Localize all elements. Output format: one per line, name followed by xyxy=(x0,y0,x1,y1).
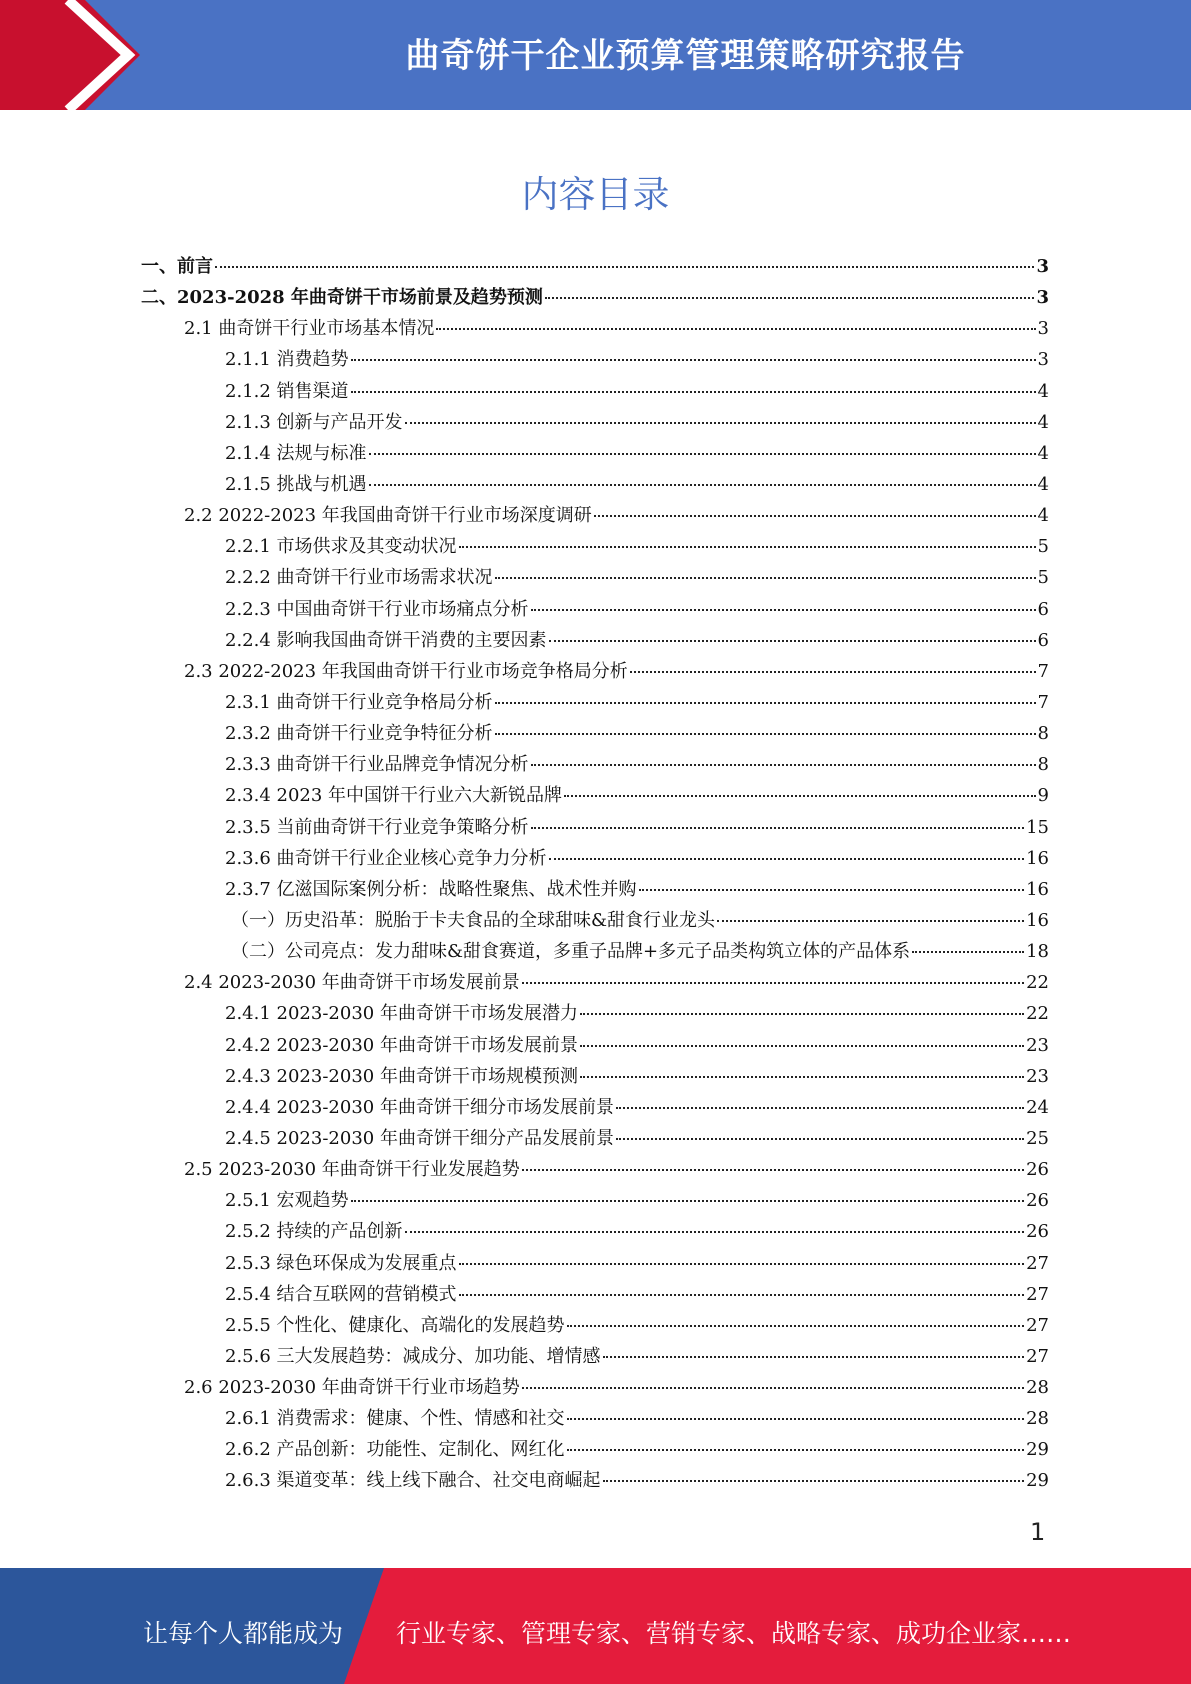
toc-entry-title: 2.1.5 挑战与机遇 xyxy=(225,473,367,495)
toc-entry-title: 2.5.5 个性化、健康化、高端化的发展趋势 xyxy=(225,1314,565,1336)
toc-dot-leader xyxy=(567,1418,1025,1420)
toc-entry[interactable] xyxy=(141,626,1049,657)
toc-dot-leader xyxy=(215,266,1034,268)
toc-dot-leader xyxy=(616,1138,1024,1140)
toc-entry[interactable] xyxy=(141,844,1049,875)
toc-entry-title: 2.2.3 中国曲奇饼干行业市场痛点分析 xyxy=(225,598,529,620)
toc-entry-title: 2.3.5 当前曲奇饼干行业竞争策略分析 xyxy=(225,816,529,838)
toc-entry[interactable] xyxy=(141,1280,1049,1311)
toc-entry-page: 18 xyxy=(1026,941,1049,963)
toc-entry-title: 2.4.4 2023-2030 年曲奇饼干细分市场发展前景 xyxy=(225,1096,614,1118)
toc-entry-title: 2.4.3 2023-2030 年曲奇饼干市场规模预测 xyxy=(225,1065,578,1087)
toc-dot-leader xyxy=(436,328,1035,330)
footer-slogan-left: 让每个人都能成为 xyxy=(143,1619,344,1648)
toc-entry-page: 23 xyxy=(1026,1034,1049,1056)
toc-entry[interactable] xyxy=(141,906,1049,937)
toc-entry-title: 2.3.4 2023 年中国饼干行业六大新锐品牌 xyxy=(225,785,563,807)
toc-entry-page: 24 xyxy=(1026,1096,1049,1118)
toc-entry-page: 8 xyxy=(1037,754,1049,776)
toc-entry-page: 28 xyxy=(1026,1408,1049,1430)
toc-entry-title: 2.2.1 市场供求及其变动状况 xyxy=(225,536,457,558)
toc-entry[interactable] xyxy=(141,1249,1049,1280)
toc-entry-page: 26 xyxy=(1026,1159,1049,1181)
toc-entry-title: 2.2.4 影响我国曲奇饼干消费的主要因素 xyxy=(225,629,547,651)
toc-entry[interactable] xyxy=(141,937,1049,968)
toc-dot-leader xyxy=(459,1294,1025,1296)
toc-entry[interactable] xyxy=(141,813,1049,844)
toc-dot-leader xyxy=(616,1107,1024,1109)
toc-entry-page: 4 xyxy=(1037,442,1049,464)
toc-entry-title: 2.2.2 曲奇饼干行业市场需求状况 xyxy=(225,567,493,589)
toc-entry-page: 29 xyxy=(1026,1439,1049,1461)
toc-entry-title: 2.3.1 曲奇饼干行业竞争格局分析 xyxy=(225,691,493,713)
toc-entry[interactable] xyxy=(141,1186,1049,1217)
toc-entry-title: 2.3.3 曲奇饼干行业品牌竞争情况分析 xyxy=(225,754,529,776)
toc-dot-leader xyxy=(717,920,1024,922)
toc-entry-page: 6 xyxy=(1037,629,1049,651)
toc-dot-leader xyxy=(639,889,1025,891)
toc-dot-leader xyxy=(495,702,1036,704)
toc-entry-title: （一）历史沿革：脱胎于卡夫食品的全球甜味&甜食行业龙头 xyxy=(231,909,716,931)
toc-entry-title: 2.1 曲奇饼干行业市场基本情况 xyxy=(184,318,435,340)
report-title: 曲奇饼干企业预算管理策略研究报告 xyxy=(405,36,966,76)
toc-entry[interactable] xyxy=(141,1404,1049,1435)
toc-dot-leader xyxy=(567,1449,1025,1451)
toc-entry[interactable] xyxy=(141,595,1049,626)
toc-entry-title: 2.3 2022-2023 年我国曲奇饼干行业市场竞争格局分析 xyxy=(184,660,628,682)
toc-entry-page: 26 xyxy=(1026,1190,1049,1212)
toc-entry-title: 2.4.5 2023-2030 年曲奇饼干细分产品发展前景 xyxy=(225,1127,614,1149)
toc-entry[interactable] xyxy=(141,719,1049,750)
toc-dot-leader xyxy=(603,1356,1025,1358)
toc-dot-leader xyxy=(522,1387,1024,1389)
toc-entry-page: 5 xyxy=(1037,567,1049,589)
toc-entry[interactable] xyxy=(141,408,1049,439)
toc-entry-title: 2.4.2 2023-2030 年曲奇饼干市场发展前景 xyxy=(225,1034,578,1056)
toc-entry[interactable] xyxy=(141,1342,1049,1373)
toc-entry-page: 3 xyxy=(1036,287,1049,309)
toc-entry-title: 2.3.2 曲奇饼干行业竞争特征分析 xyxy=(225,723,493,745)
toc-dot-leader xyxy=(405,1231,1025,1233)
toc-entry-page: 3 xyxy=(1036,256,1049,277)
toc-entry-page: 3 xyxy=(1037,349,1049,371)
footer-banner xyxy=(0,1568,1191,1684)
toc-entry[interactable] xyxy=(141,314,1049,345)
toc-entry[interactable] xyxy=(141,563,1049,594)
toc-entry-title: 2.4.1 2023-2030 年曲奇饼干市场发展潜力 xyxy=(225,1003,578,1025)
page-number: 1 xyxy=(1030,1518,1046,1546)
toc-dot-leader xyxy=(531,827,1025,829)
toc-entry[interactable] xyxy=(141,968,1049,999)
toc-entry-title: 2.5.3 绿色环保成为发展重点 xyxy=(225,1252,457,1274)
toc-entry[interactable] xyxy=(141,875,1049,906)
toc-entry[interactable] xyxy=(141,501,1049,532)
table-of-contents xyxy=(141,252,1049,1498)
toc-entry-title: 2.1.4 法规与标准 xyxy=(225,442,367,464)
toc-entry-page: 4 xyxy=(1037,380,1049,402)
toc-dot-leader xyxy=(545,297,1035,299)
header-banner xyxy=(0,0,1191,110)
toc-dot-leader xyxy=(630,671,1036,673)
toc-entry-page: 16 xyxy=(1026,909,1049,931)
toc-entry-title: 2.1.1 消费趋势 xyxy=(225,349,349,371)
toc-entry-title: 2.5.4 结合互联网的营销模式 xyxy=(225,1283,457,1305)
toc-entry[interactable] xyxy=(141,1093,1049,1124)
toc-entry-page: 8 xyxy=(1037,723,1049,745)
toc-entry-page: 27 xyxy=(1026,1314,1049,1336)
toc-dot-leader xyxy=(567,1325,1025,1327)
toc-dot-leader xyxy=(495,577,1036,579)
toc-entry-title: 2.6.1 消费需求：健康、个性、情感和社交 xyxy=(225,1408,565,1430)
toc-dot-leader xyxy=(522,1169,1024,1171)
toc-entry-title: 2.3.7 亿滋国际案例分析：战略性聚焦、战术性并购 xyxy=(225,878,637,900)
toc-dot-leader xyxy=(912,951,1024,953)
toc-entry-title: 2.5.6 三大发展趋势：减成分、加功能、增情感 xyxy=(225,1345,601,1367)
footer-slogan-right: 行业专家、管理专家、营销专家、战略专家、成功企业家…… xyxy=(396,1619,1072,1648)
toc-entry-page: 16 xyxy=(1026,847,1049,869)
toc-entry[interactable] xyxy=(141,283,1049,314)
toc-entry-title: 一、前言 xyxy=(141,256,213,277)
toc-entry[interactable] xyxy=(141,470,1049,501)
toc-entry[interactable] xyxy=(141,1311,1049,1342)
toc-entry-page: 29 xyxy=(1026,1470,1049,1492)
toc-entry[interactable] xyxy=(141,345,1049,376)
toc-entry-title: 二、2023-2028 年曲奇饼干市场前景及趋势预测 xyxy=(141,287,543,309)
red-chevron-icon xyxy=(0,0,160,110)
toc-entry-page: 22 xyxy=(1026,972,1049,994)
toc-entry-title: 2.5.1 宏观趋势 xyxy=(225,1190,349,1212)
toc-entry[interactable] xyxy=(141,1435,1049,1466)
toc-dot-leader xyxy=(351,359,1036,361)
toc-entry-page: 4 xyxy=(1037,411,1049,433)
toc-dot-leader xyxy=(580,1076,1024,1078)
toc-dot-leader xyxy=(549,858,1025,860)
toc-entry-page: 23 xyxy=(1026,1065,1049,1087)
toc-entry-page: 9 xyxy=(1037,785,1049,807)
toc-entry[interactable] xyxy=(141,781,1049,812)
toc-entry-title: 2.6.2 产品创新：功能性、定制化、网红化 xyxy=(225,1439,565,1461)
toc-entry[interactable] xyxy=(141,657,1049,688)
toc-entry-title: 2.5 2023-2030 年曲奇饼干行业发展趋势 xyxy=(184,1159,520,1181)
toc-entry-title: 2.1.3 创新与产品开发 xyxy=(225,411,403,433)
toc-entry-title: 2.6 2023-2030 年曲奇饼干行业市场趋势 xyxy=(184,1377,520,1399)
toc-dot-leader xyxy=(531,609,1036,611)
toc-entry[interactable] xyxy=(141,1031,1049,1062)
toc-dot-leader xyxy=(594,515,1036,517)
toc-entry[interactable] xyxy=(141,532,1049,563)
toc-entry-page: 25 xyxy=(1026,1127,1049,1149)
toc-entry-page: 27 xyxy=(1026,1345,1049,1367)
toc-entry-page: 26 xyxy=(1026,1221,1049,1243)
toc-entry-page: 27 xyxy=(1026,1283,1049,1305)
toc-entry-page: 4 xyxy=(1037,473,1049,495)
toc-entry[interactable] xyxy=(141,1373,1049,1404)
toc-entry-title: 2.2 2022-2023 年我国曲奇饼干行业市场深度调研 xyxy=(184,505,592,527)
toc-entry-page: 4 xyxy=(1037,505,1049,527)
toc-entry-title: 2.6.3 渠道变革：线上线下融合、社交电商崛起 xyxy=(225,1470,601,1492)
toc-entry-page: 3 xyxy=(1037,318,1049,340)
toc-dot-leader xyxy=(459,546,1036,548)
toc-entry-title: 2.1.2 销售渠道 xyxy=(225,380,349,402)
toc-entry[interactable] xyxy=(141,750,1049,781)
toc-dot-leader xyxy=(369,453,1036,455)
toc-entry[interactable] xyxy=(141,252,1049,283)
toc-dot-leader xyxy=(564,795,1035,797)
toc-entry[interactable] xyxy=(141,439,1049,470)
toc-dot-leader xyxy=(351,1200,1025,1202)
toc-entry[interactable] xyxy=(141,1217,1049,1248)
toc-dot-leader xyxy=(495,733,1036,735)
toc-dot-leader xyxy=(405,422,1036,424)
toc-dot-leader xyxy=(369,484,1036,486)
toc-dot-leader xyxy=(549,640,1036,642)
toc-dot-leader xyxy=(522,982,1024,984)
toc-dot-leader xyxy=(580,1013,1024,1015)
toc-dot-leader xyxy=(603,1480,1025,1482)
toc-entry[interactable] xyxy=(141,688,1049,719)
toc-entry-page: 7 xyxy=(1037,660,1049,682)
toc-dot-leader xyxy=(531,764,1036,766)
toc-entry-page: 15 xyxy=(1026,816,1049,838)
toc-entry[interactable] xyxy=(141,1155,1049,1186)
toc-entry-title: 2.4 2023-2030 年曲奇饼干市场发展前景 xyxy=(184,972,520,994)
toc-entry-page: 7 xyxy=(1037,691,1049,713)
toc-dot-leader xyxy=(580,1045,1024,1047)
toc-entry-page: 16 xyxy=(1026,878,1049,900)
toc-entry[interactable] xyxy=(141,1062,1049,1093)
toc-entry-page: 28 xyxy=(1026,1377,1049,1399)
toc-entry-page: 6 xyxy=(1037,598,1049,620)
toc-entry-title: 2.5.2 持续的产品创新 xyxy=(225,1221,403,1243)
toc-entry[interactable] xyxy=(141,1124,1049,1155)
toc-entry-page: 5 xyxy=(1037,536,1049,558)
toc-entry[interactable] xyxy=(141,999,1049,1030)
toc-dot-leader xyxy=(351,391,1036,393)
toc-entry-title: （二）公司亮点：发力甜味&甜食赛道，多重子品牌+多元子品类构筑立体的产品体系 xyxy=(231,941,911,963)
toc-entry[interactable] xyxy=(141,377,1049,408)
toc-entry-page: 22 xyxy=(1026,1003,1049,1025)
toc-heading: 内容目录 xyxy=(521,173,670,216)
toc-dot-leader xyxy=(459,1263,1025,1265)
toc-entry-page: 27 xyxy=(1026,1252,1049,1274)
toc-entry[interactable] xyxy=(141,1466,1049,1497)
toc-entry-title: 2.3.6 曲奇饼干行业企业核心竞争力分析 xyxy=(225,847,547,869)
